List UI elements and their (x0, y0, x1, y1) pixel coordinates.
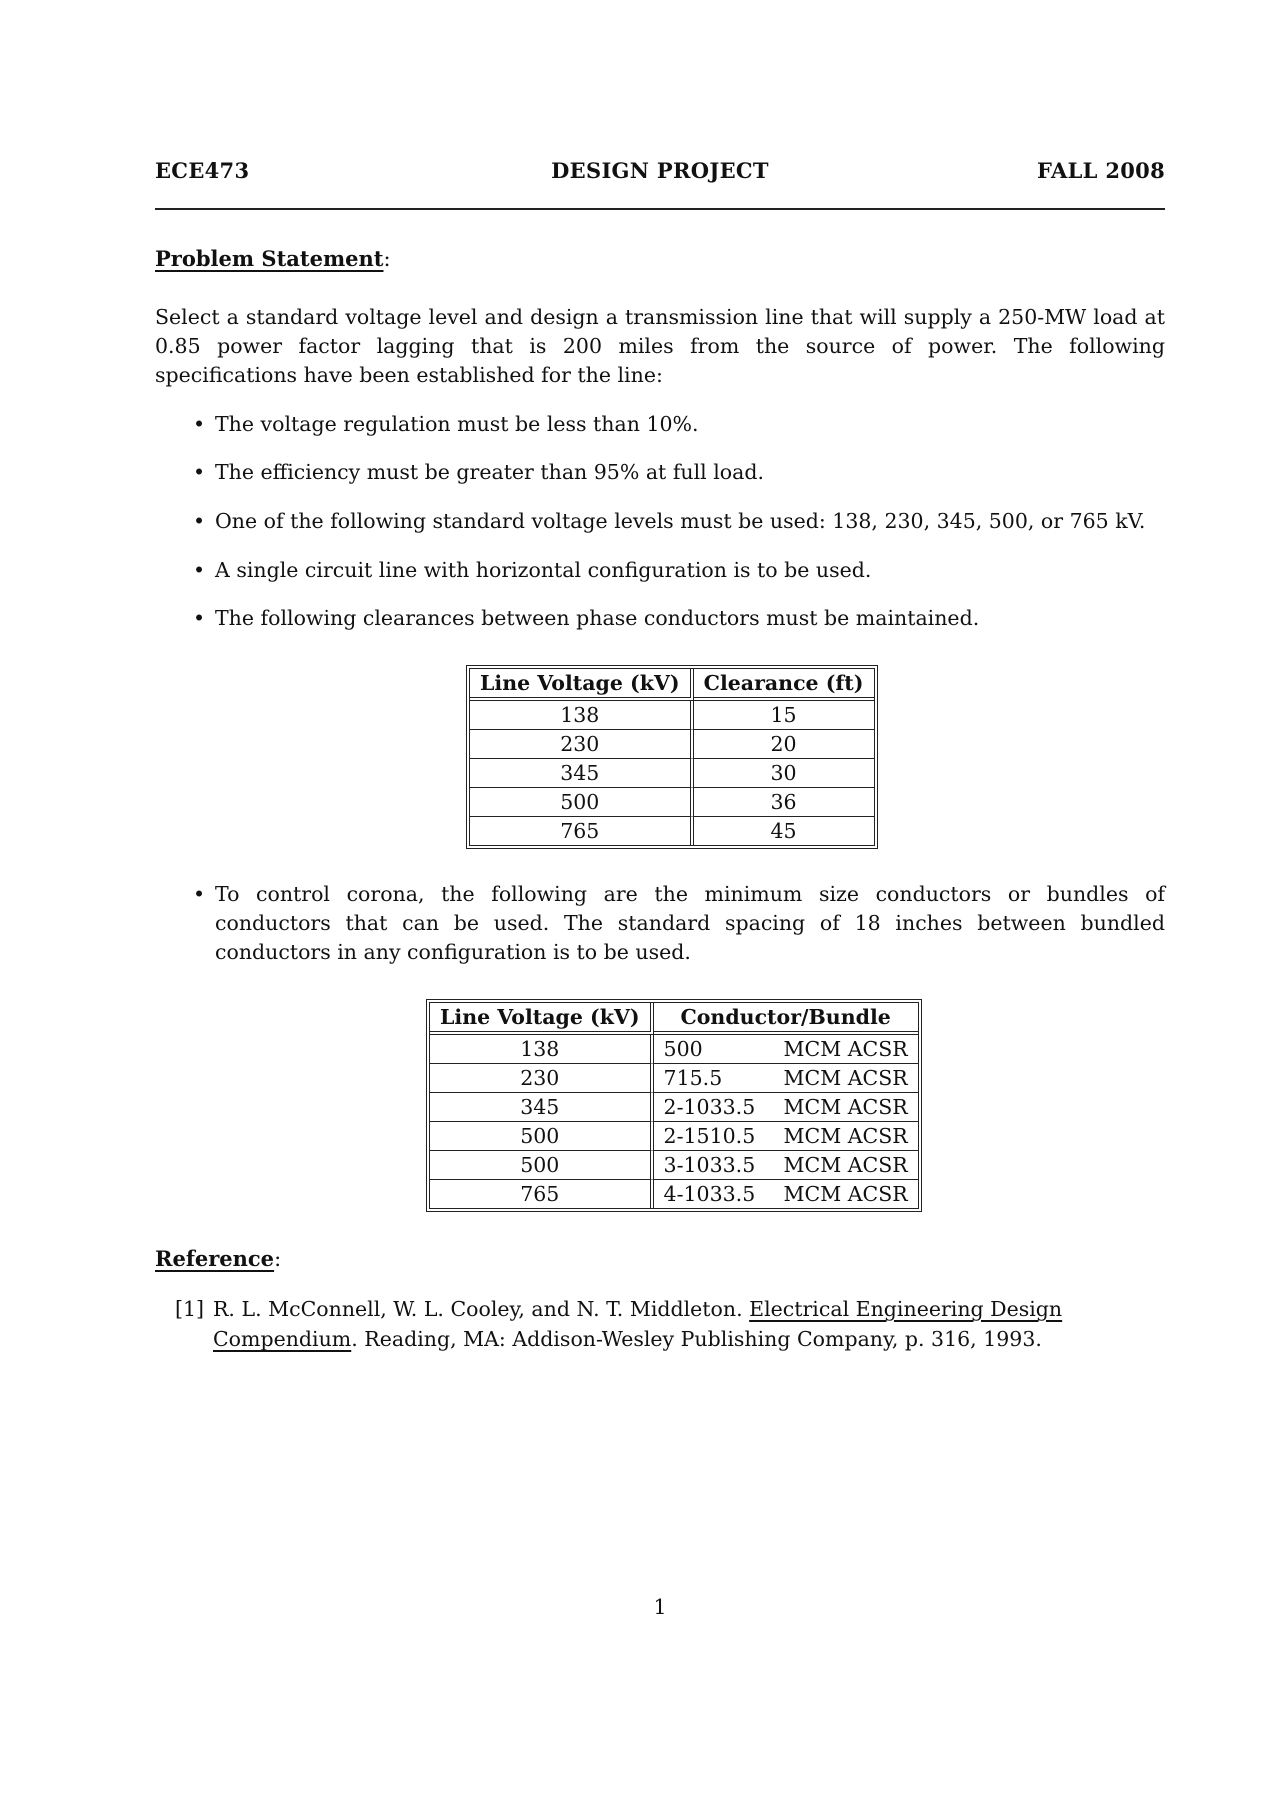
list-item (193, 604, 980, 633)
list-item (193, 507, 1146, 536)
table-cell: 30 (694, 759, 874, 788)
table-row (430, 1035, 918, 1064)
bullet-icon: • (193, 412, 206, 436)
table-cell: 230 (470, 730, 694, 759)
page-number: 1 (653, 1595, 667, 1619)
list-item-text: The efficiency must be greater than 95% at full load. (215, 460, 764, 484)
list-item-text: A single circuit line with horizontal configuration is to be used. (215, 558, 872, 582)
table-cell: 500 (654, 1035, 774, 1064)
corona-text: To control corona, the following are the minimum size conductors or bundles of conductors that can be used. The standard spacing of 18 inches between bundled conductors in any configuration is to be used. (215, 882, 1165, 964)
table-cell: 230 (430, 1064, 654, 1093)
list-item (193, 410, 699, 439)
course-code: ECE473 (155, 158, 250, 183)
bullet-icon: • (193, 509, 206, 533)
conductor-table (426, 999, 922, 1212)
list-item-text: One of the following standard voltage levels must be used: 138, 230, 345, 500, or 765 kV. (215, 509, 1146, 533)
table-cell: 138 (470, 701, 694, 730)
table-cell: MCM ACSR (774, 1064, 918, 1093)
reference-body (213, 1294, 1113, 1354)
table-row (430, 1151, 918, 1180)
table-row (430, 1064, 918, 1093)
table-row (470, 788, 874, 817)
bullet-icon: • (193, 460, 206, 484)
table-cell: 2-1510.5 (654, 1122, 774, 1151)
problem-statement-heading (155, 246, 391, 271)
table-cell: 765 (430, 1180, 654, 1208)
table-row (430, 1180, 918, 1208)
table-cell: MCM ACSR (774, 1122, 918, 1151)
problem-intro: Select a standard voltage level and design a transmission line that will supply a 250-MW load at 0.85 power factor lagging that is 200 miles from the source of power. The following specifications have been established for the line: (155, 305, 1165, 387)
document-page (155, 0, 1165, 1811)
bullet-icon: • (193, 606, 206, 630)
reference-details: . Reading, MA: Addison-Wesley Publishing Company, p. 316, 1993. (351, 1327, 1042, 1351)
table-cell: 345 (430, 1093, 654, 1122)
term: FALL 2008 (1037, 158, 1165, 183)
table-cell: 765 (470, 817, 694, 845)
reference-book-title: Electrical Engineering Design Compendium (213, 1297, 1063, 1351)
table-cell: MCM ACSR (774, 1151, 918, 1180)
table-cell: 20 (694, 730, 874, 759)
corona-list-item (193, 880, 1165, 967)
list-item (193, 556, 872, 585)
reference-number: [1] (175, 1297, 205, 1321)
problem-heading-text: Problem Statement (155, 246, 384, 271)
list-item (193, 458, 764, 487)
table-header-cell: Line Voltage (kV) (430, 1003, 654, 1035)
reference-heading-colon: : (274, 1247, 282, 1271)
reference-heading (155, 1246, 281, 1271)
table-row (470, 701, 874, 730)
table-cell: 500 (430, 1151, 654, 1180)
bullet-icon: • (193, 558, 206, 582)
table-cell: MCM ACSR (774, 1093, 918, 1122)
document-title: DESIGN PROJECT (551, 158, 769, 183)
header-rule (155, 208, 1165, 210)
reference-authors: R. L. McConnell, W. L. Cooley, and N. T. Middleton. (213, 1297, 743, 1321)
table-header-row (470, 669, 874, 701)
table-cell: 138 (430, 1035, 654, 1064)
table-header-cell: Line Voltage (kV) (470, 669, 694, 701)
table-cell: 345 (470, 759, 694, 788)
table-cell: 715.5 (654, 1064, 774, 1093)
table-cell: MCM ACSR (774, 1035, 918, 1064)
table-row (430, 1093, 918, 1122)
list-item-text: The voltage regulation must be less than 10%. (215, 412, 699, 436)
reference-heading-text: Reference (155, 1246, 275, 1271)
table-row (470, 730, 874, 759)
table-cell: 3-1033.5 (654, 1151, 774, 1180)
table-cell: 2-1033.5 (654, 1093, 774, 1122)
table-cell: 45 (770, 819, 797, 843)
table-cell: 15 (694, 701, 874, 730)
table-cell: 500 (430, 1122, 654, 1151)
problem-heading-colon: : (383, 247, 391, 271)
table-row (470, 817, 874, 845)
table-header-cell: Conductor/Bundle (654, 1003, 918, 1035)
table-row (430, 1122, 918, 1151)
clearance-table (466, 665, 878, 849)
table-header-row (430, 1003, 918, 1035)
table-row (470, 759, 874, 788)
table-header-cell: Clearance (ft) (694, 669, 874, 701)
bullet-icon: • (193, 882, 206, 906)
table-cell: 4-1033.5 (663, 1182, 756, 1206)
table-cell: MCM ACSR (783, 1182, 908, 1206)
table-cell: 36 (694, 788, 874, 817)
table-cell: 500 (470, 788, 694, 817)
list-item-text: The following clearances between phase conductors must be maintained. (215, 606, 980, 630)
